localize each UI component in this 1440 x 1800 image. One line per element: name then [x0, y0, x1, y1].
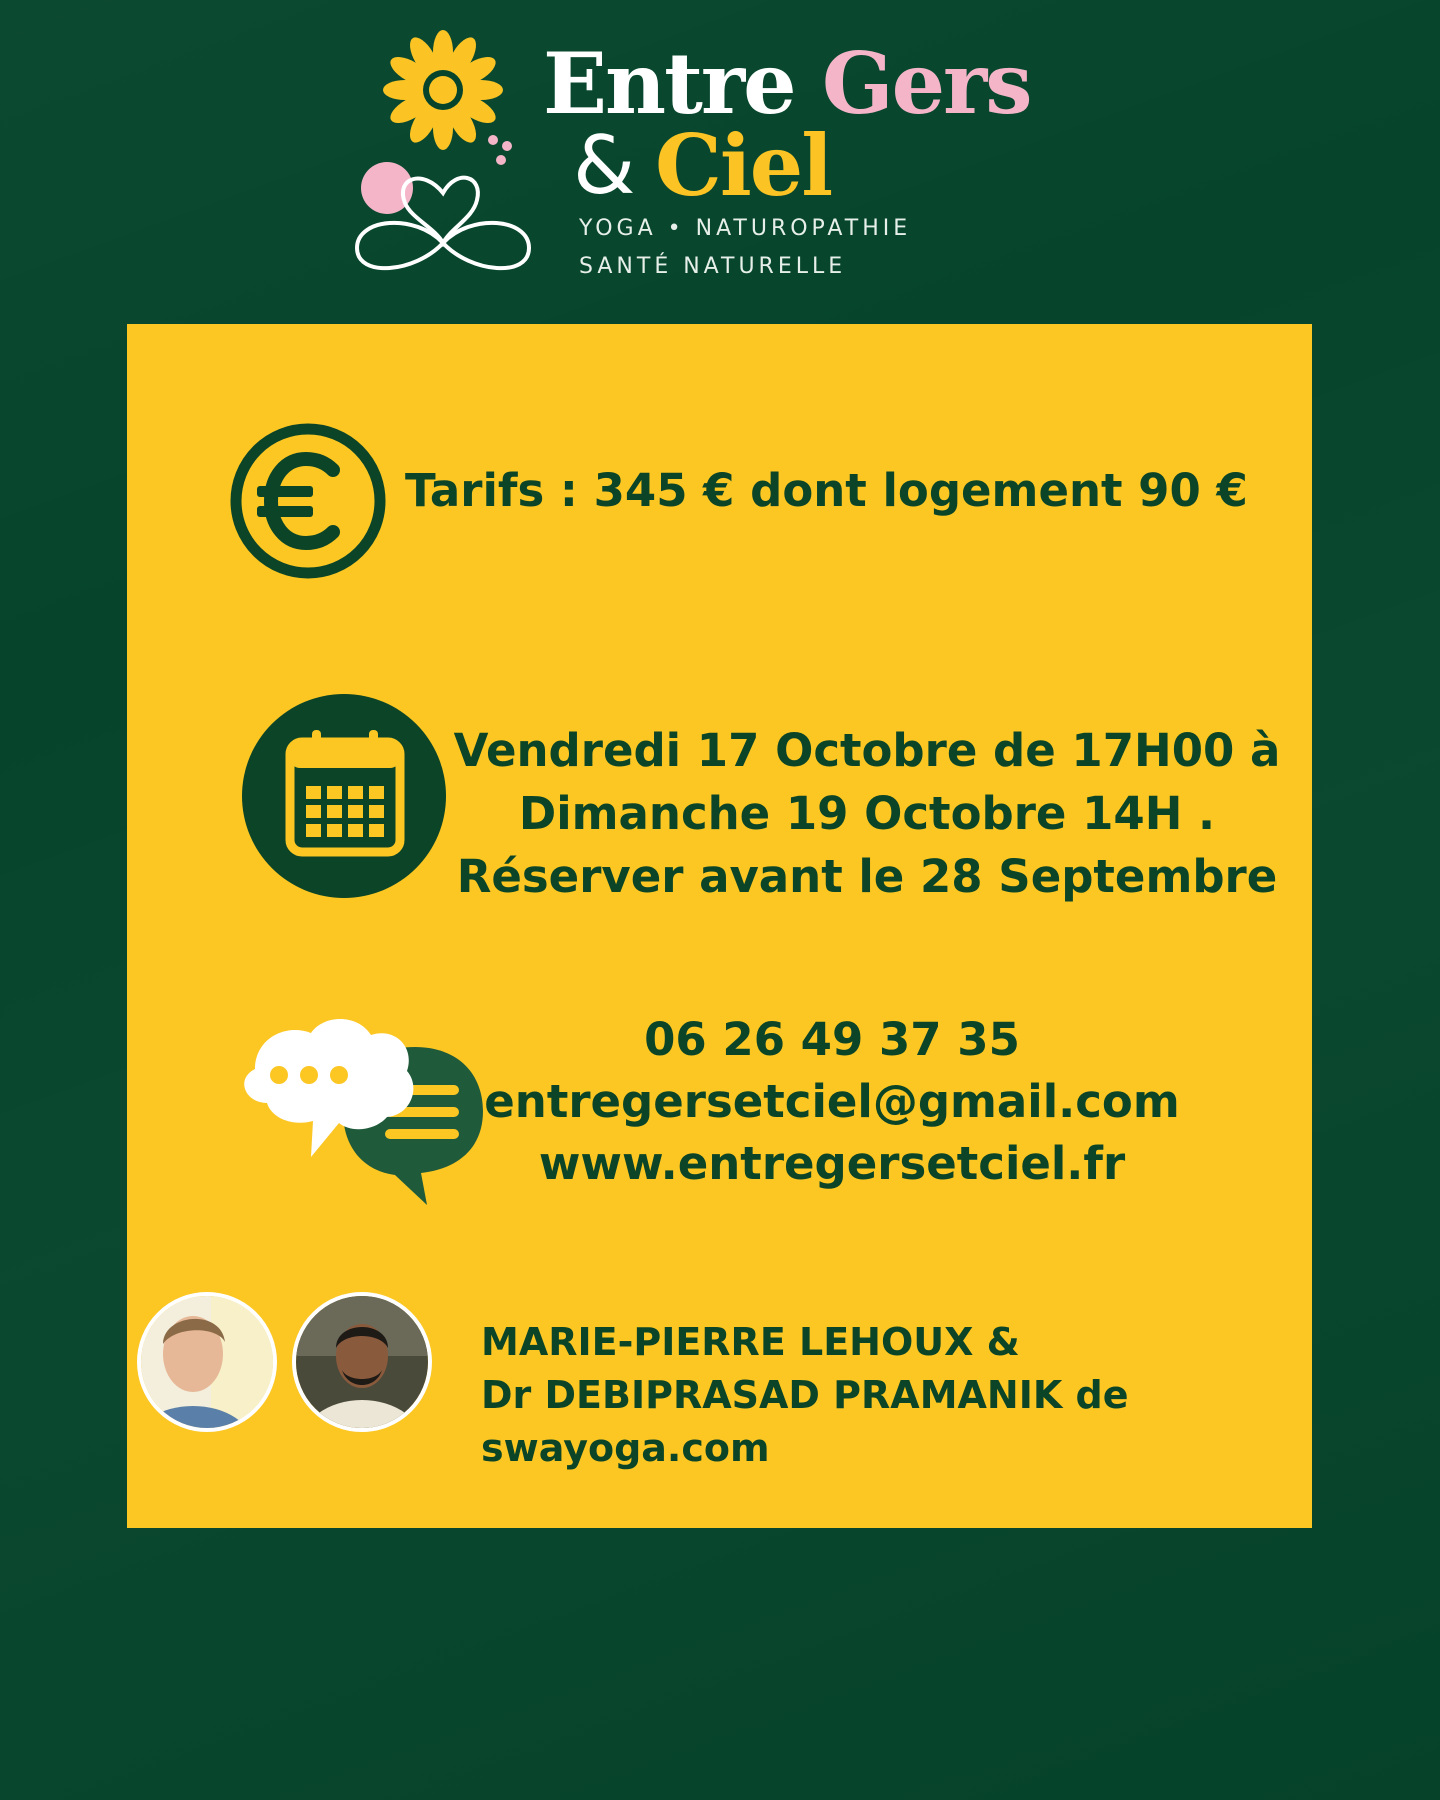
- people-line-1: MARIE-PIERRE LEHOUX &: [481, 1320, 1020, 1364]
- contact-email: entregersetciel@gmail.com: [484, 1075, 1180, 1128]
- logo-title: [543, 34, 1031, 133]
- dates-line-1: Vendredi 17 Octobre de 17H00 à: [453, 724, 1281, 777]
- avatar-man-icon: [296, 1296, 428, 1428]
- contact-phone: 06 26 49 37 35: [644, 1013, 1020, 1066]
- people-text: [481, 1316, 1129, 1475]
- contact-text: [442, 1009, 1222, 1195]
- tarifs-text: Tarifs : 345 € dont logement 90 €: [405, 464, 1248, 517]
- logo-tagline-1: YOGA • NATUROPATHIE: [579, 216, 912, 241]
- dates-line-3: Réserver avant le 28 Septembre: [456, 850, 1278, 903]
- people-line-2: Dr DEBIPRASAD PRAMANIK de: [481, 1373, 1129, 1417]
- dates-line-2: Dimanche 19 Octobre 14H .: [518, 787, 1216, 840]
- dates-text: [442, 719, 1292, 908]
- avatar-debiprasad: [292, 1292, 432, 1432]
- logo-tagline-2: SANTÉ NATURELLE: [579, 254, 847, 279]
- people-line-3: swayoga.com: [481, 1426, 770, 1470]
- avatar-woman-icon: [141, 1296, 273, 1428]
- logo-title-gers: Gers: [821, 34, 1031, 133]
- logo-ciel: Ciel: [655, 116, 832, 215]
- contact-website: www.entregersetciel.fr: [538, 1137, 1126, 1190]
- logo-title-entre: Entre: [543, 34, 822, 133]
- calendar-icon: [242, 694, 446, 898]
- logo: [345, 28, 1045, 288]
- euro-icon: [229, 422, 387, 580]
- flower-heart-logo-icon: [345, 28, 545, 278]
- logo-ampersand: &: [573, 119, 636, 212]
- info-card: [127, 324, 1312, 1528]
- avatar-marie-pierre: [137, 1292, 277, 1432]
